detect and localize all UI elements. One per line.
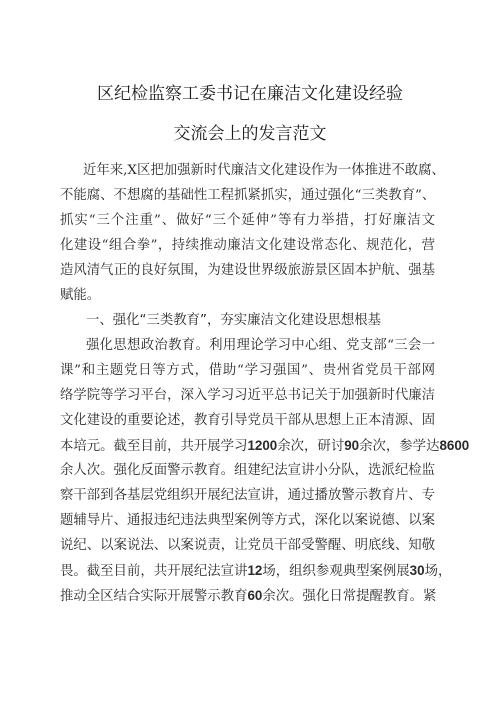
paragraph-line-stats <box>60 588 436 605</box>
stat-exhibit-count: 30 <box>409 563 425 578</box>
text-segment: 畏。截至目前，共开展纪法宣讲 <box>60 564 248 579</box>
paragraph-line: 文化建设的重要论述，教育引导党员干部从思想上正本清源、固 <box>60 413 435 428</box>
text-segment: 场， <box>424 564 452 579</box>
paragraph-line: 近年来,X区把加强新时代廉洁文化建设作为一体推进不敢腐、 <box>83 163 445 178</box>
paragraph-line: 赋能。 <box>60 288 101 303</box>
text-segment: 余次，研讨 <box>277 439 345 454</box>
paragraph-line: 抓实“三个注重”、做好“三个延伸”等有力举措，打好廉洁文 <box>60 213 435 228</box>
section-heading: 一、强化“三类教育”，夯实廉洁文化建设思想根基 <box>86 313 382 328</box>
paragraph-line: 余人次。强化反面警示教育。组建纪法宣讲小分队，选派纪检监 <box>60 463 435 478</box>
paragraph-line: 络学院等学习平台，深入学习习近平总书记关于加强新时代廉洁 <box>60 388 435 403</box>
paragraph-line: 强化思想政治教育。利用理论学习中心组、党支部“三会一 <box>86 338 435 353</box>
document-title-line-1: 区纪检监察工委书记在廉洁文化建设经验 <box>97 84 403 104</box>
stat-study-count: 1200 <box>247 438 278 453</box>
text-segment: 场，组织参观典型案例展 <box>262 564 410 579</box>
paragraph-line: 化建设“组合拳”，持续推动廉洁文化建设常态化、规范化，营 <box>60 238 435 253</box>
paragraph-line-stats <box>60 563 451 580</box>
paragraph-line: 课”和主题党日等方式，借助“学习强国”、贵州省党员干部网 <box>60 363 435 378</box>
stat-participant-count: 8600 <box>439 438 470 453</box>
text-segment: 本培元。截至目前，共开展学习 <box>60 439 248 454</box>
paragraph-line: 题辅导片、通报违纪违法典型案例等方式，深化以案说德、以案 <box>60 513 435 528</box>
text-segment: 余次，参学达 <box>359 439 440 454</box>
text-segment: 余次。强化日常提醒教育。紧 <box>262 589 437 604</box>
paragraph-line: 察干部到各基层党组织开展纪法宣讲，通过播放警示教育片、专 <box>60 488 435 503</box>
document-title-line-2: 交流会上的发言范文 <box>173 124 327 144</box>
paragraph-line-stats <box>60 438 469 455</box>
paragraph-line: 不能腐、不想腐的基础性工程抓紧抓实，通过强化“三类教育”、 <box>60 188 436 203</box>
stat-lecture-count: 12 <box>247 563 263 578</box>
stat-discussion-count: 90 <box>344 438 360 453</box>
paragraph-line: 说纪、以案说法、以案说责，让党员干部受警醒、明底线、知敬 <box>60 538 435 553</box>
paragraph-line: 造风清气正的良好氛围，为建设世界级旅游景区固本护航、强基 <box>60 263 435 278</box>
text-segment: 推动全区结合实际开展警示教育 <box>60 589 248 604</box>
stat-warning-count: 60 <box>247 588 263 603</box>
